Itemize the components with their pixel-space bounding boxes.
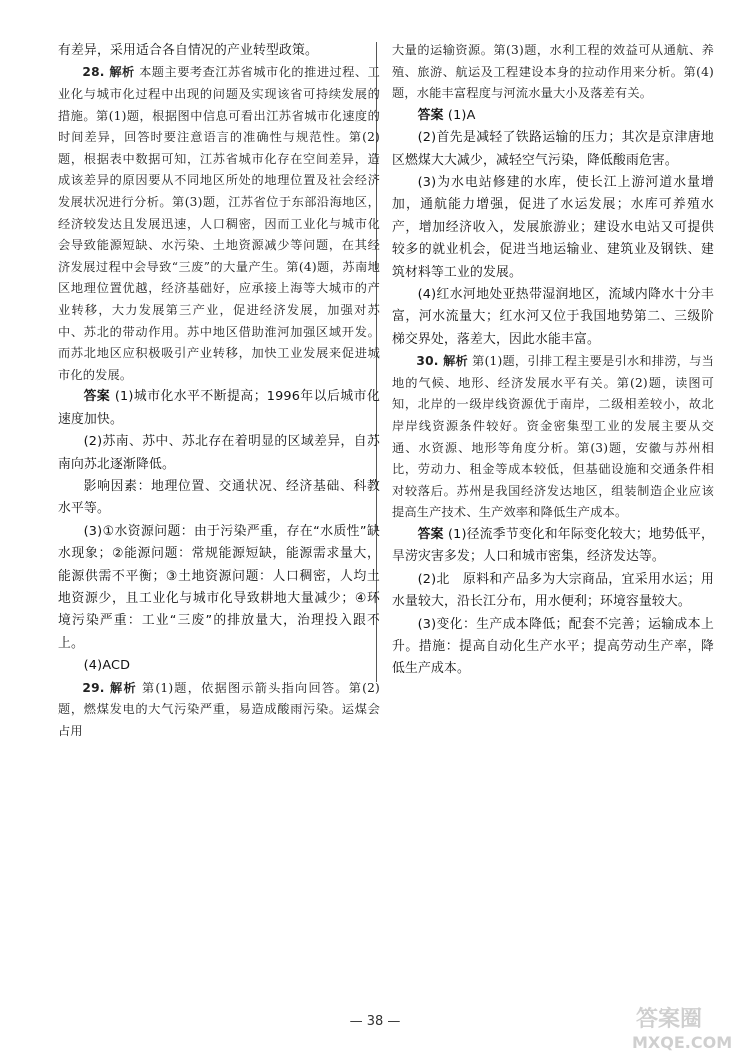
q29-answer-1-text: (1)A xyxy=(447,107,476,123)
q29-analysis-text: 第(1)题，依据图示箭头指向回答。第(2)题，燃煤发电的大气污染严重，易造成酸雨污染。运煤会占用 xyxy=(58,680,380,738)
q30-answer-2: (2)北 原料和产品多为大宗商品，宜采用水运；用水量较大，沿长江分布，用水便利；环境容量较大。 xyxy=(392,571,714,610)
q30-answer-3: (3)变化：生产成本降低；配套不完善；运输成本上升。措施：提高自动化生产水平；提高劳动生产率，降低生产成本。 xyxy=(392,616,714,677)
q28-answer-1 xyxy=(58,386,380,431)
paragraph-continued: 有差异，采用适合各自情况的产业转型政策。 xyxy=(58,43,318,58)
q28-answer-label: 答案 xyxy=(83,389,111,405)
watermark-bottom-text: MXQE.COM xyxy=(632,1033,733,1052)
q28-answer-3: (3)①水资源问题：由于污染严重，存在“水质性”缺水现象；②能源问题：常规能源短缺，能源需求量大，能源供需不平衡；③土地资源问题：人口稠密，人均土地资源少，且工业化与城市化导致耕地大量减少；④环境污染严重：工业“三废”的排放量大，治理投入跟不上。 xyxy=(58,523,380,651)
q28-answer-2b: 影响因素：地理位置、交通状况、经济基础、科教水平等。 xyxy=(58,478,380,517)
q30-answer-1-text: (1)径流季节变化和年际变化较大；地势低平，旱涝灾害多发；人口和城市密集，经济发达等。 xyxy=(392,527,714,565)
q28-label: 28. 解析 xyxy=(82,65,135,80)
q28-analysis xyxy=(58,62,380,386)
q30-answer-1 xyxy=(392,524,714,569)
right-column xyxy=(392,40,714,681)
q29-answer-2: (2)首先是减轻了铁路运输的压力；其次是京津唐地区燃煤大大减少，减轻空气污染，降低酸雨危害。 xyxy=(392,130,714,168)
q29-analysis xyxy=(58,678,380,743)
q29-analysis-continued: 大量的运输资源。第(3)题，水利工程的效益可从通航、养殖、旅游、航运及工程建设本身的拉动作用来分析。第(4)题，水能丰富程度与河流水量大小及落差有关。 xyxy=(392,43,714,101)
q30-answer-label: 答案 xyxy=(417,527,444,542)
watermark-top-text: 答案圈 xyxy=(636,1007,703,1032)
q29-label: 29. 解析 xyxy=(82,680,137,695)
q29-answer-4: (4)红水河地处亚热带湿润地区，流域内降水十分丰富，河水流量大；红水河又位于我国地势第二、三级阶梯交界处，落差大，因此水能丰富。 xyxy=(392,287,714,347)
q30-label: 30. 解析 xyxy=(416,354,468,369)
q28-answer-2: (2)苏南、苏中、苏北存在着明显的区域差异，自苏南向苏北逐渐降低。 xyxy=(58,434,380,472)
q30-analysis xyxy=(392,351,714,524)
q30-analysis-text: 第(1)题，引排工程主要是引水和排涝，与当地的气候、地形、经济发展水平有关。第(2)题，读图可知，北岸的一级岸线资源优于南岸，二级相差较小，故北岸岸线资源条件较好。资金密集型工业的发展主要从交通、水资源、地形等角度分析。第(3)题，安徽与苏州相比，劳动力、租金等成本较低，但基础设施和交通条件相对较落后。苏州是我国经济发达地区，组装制造企业应该提高生产技术、生产效率和降低生产成本。 xyxy=(392,354,714,520)
q29-answer-1 xyxy=(392,105,714,127)
q28-analysis-text: 本题主要考查江苏省城市化的推进过程、工业化与城市化过程中出现的问题及实现该省可持续发展的措施。第(1)题，根据图中信息可看出江苏省城市化速度的时间差异，回答时要注意语言的准确性与规范性。第(2)题，根据表中数据可知，江苏省城市化存在空间差异，造成该差异的原因要从不同地区所处的地理位置及社会经济发展状况进行分析。第(3)题，江苏省位于东部沿海地区，经济较发达且发展迅速，人口稠密，因而工业化与城市化会导致能源短缺、水污染、土地资源减少等问题，在其经济发展过程中会导致“三废”的大量产生。第(4)题，苏南地区地理位置优越，经济基础好，应承接上海等大城市的产业转移，大力发展第三产业，促进经济发展，加强对苏中、苏北的带动作用。苏中地区借助淮河加强区域开发。而苏北地区应积极吸引产业转移，加快工业发展来促进城市化的发展。 xyxy=(58,65,380,382)
q28-answer-1-text: (1)城市化水平不断提高；1996年以后城市化速度加快。 xyxy=(58,389,380,427)
watermark-logo xyxy=(626,1000,746,1052)
q29-answer-3: (3)为水电站修建的水库，使长江上游河道水量增加，通航能力增强，促进了水运发展；水库可养殖水产，增加经济收入，发展旅游业；建设水电站又可提供较多的就业机会，促进当地运输业、建筑业及钢铁、建筑材料等工业的发展。 xyxy=(392,175,714,280)
left-column xyxy=(58,40,380,742)
q29-answer-label: 答案 xyxy=(417,107,444,123)
page-number: — 38 — xyxy=(349,1014,401,1029)
q28-answer-4: (4)ACD xyxy=(83,658,131,674)
